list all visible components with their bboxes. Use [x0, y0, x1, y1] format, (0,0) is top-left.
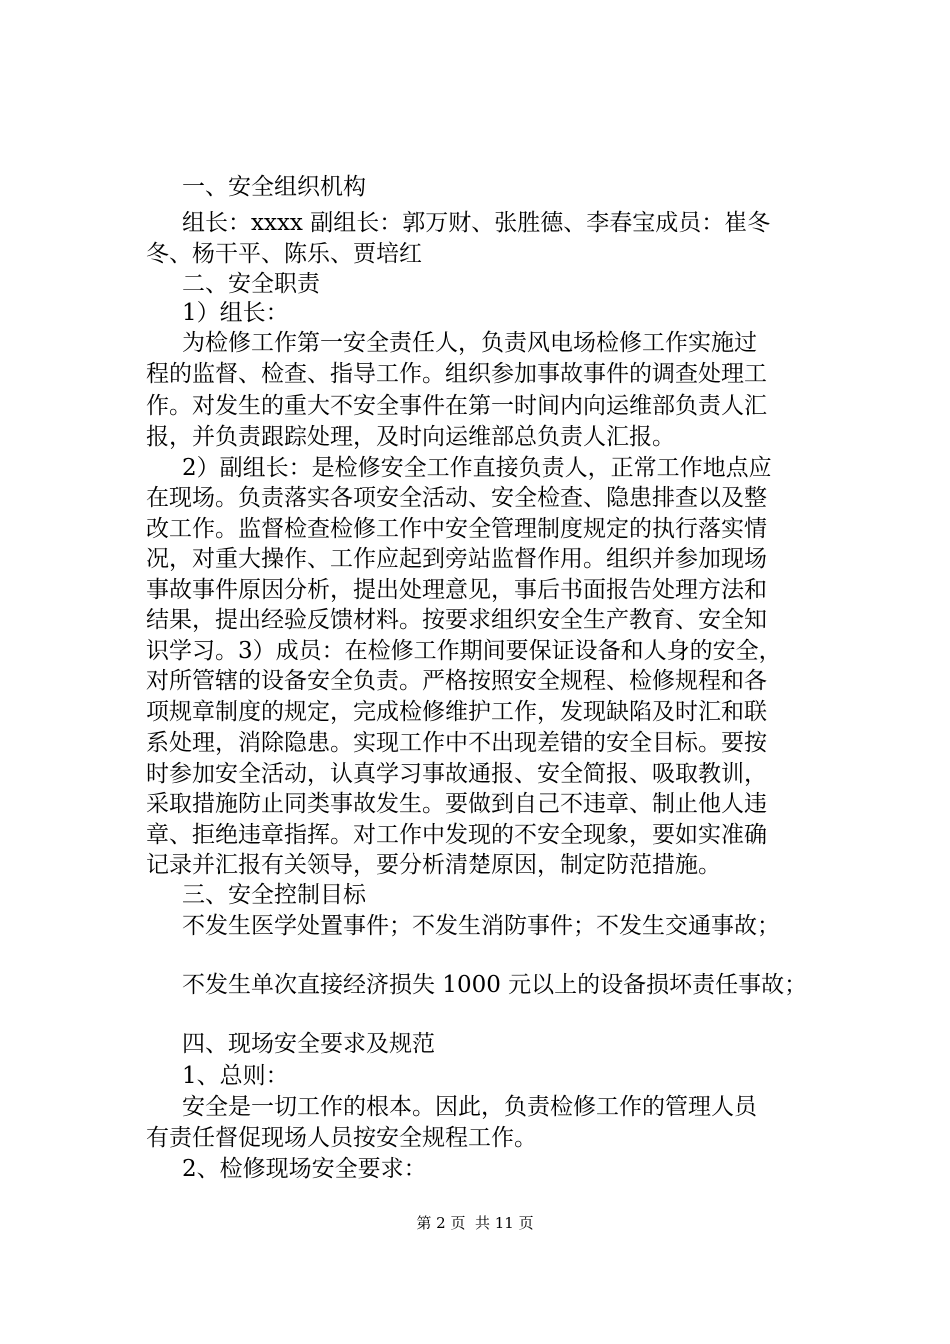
paragraph-line: 时参加安全活动，认真学习事故通报、安全简报、吸取教训，: [146, 761, 767, 787]
paragraph-line: 况，对重大操作、工作应起到旁站监督作用。组织并参加现场: [146, 546, 767, 572]
paragraph-line: 1）组长：: [182, 300, 289, 326]
paragraph-line: 作。对发生的重大不安全事件在第一时间内向运维部负责人汇: [146, 393, 767, 419]
paragraph-line: 冬、杨干平、陈乐、贾培红: [146, 241, 422, 267]
section-heading: 二、安全职责: [182, 271, 320, 297]
section-heading: 三、安全控制目标: [182, 882, 366, 908]
paragraph-line: 系处理，消除隐患。实现工作中不出现差错的安全目标。要按: [146, 730, 767, 756]
paragraph-line: 在现场。负责落实各项安全活动、安全检查、隐患排查以及整: [146, 485, 767, 511]
section-heading: 四、现场安全要求及规范: [182, 1031, 435, 1057]
paragraph-line: 2、检修现场安全要求：: [182, 1156, 427, 1182]
paragraph-line: 2）副组长：是检修安全工作直接负责人，正常工作地点应: [182, 455, 772, 481]
paragraph-line: 结果，提出经验反馈材料。按要求组织安全生产教育、安全知: [146, 607, 767, 633]
paragraph-line: 事故事件原因分析，提出处理意见，事后书面报告处理方法和: [146, 577, 767, 603]
paragraph-line: 项规章制度的规定，完成检修维护工作，发现缺陷及时汇和联: [146, 699, 767, 725]
paragraph-line: 报，并负责跟踪处理，及时向运维部总负责人汇报。: [146, 424, 675, 450]
paragraph-line: 记录并汇报有关领导，要分析清楚原因，制定防范措施。: [146, 852, 721, 878]
paragraph-line: 不发生医学处置事件；不发生消防事件；不发生交通事故；: [182, 913, 780, 939]
paragraph-line: 有责任督促现场人员按安全规程工作。: [146, 1125, 537, 1151]
paragraph-line: 安全是一切工作的根本。因此，负责检修工作的管理人员: [182, 1094, 757, 1120]
paragraph-line: 1、总则：: [182, 1063, 289, 1089]
paragraph-line: 改工作。监督检查检修工作中安全管理制度规定的执行落实情: [146, 516, 767, 542]
paragraph-line: 对所管辖的设备安全负责。严格按照安全规程、检修规程和各: [146, 668, 767, 694]
paragraph-line: 组长：xxxx 副组长：郭万财、张胜德、李春宝成员：崔冬: [182, 210, 771, 236]
paragraph-line: 程的监督、检查、指导工作。组织参加事故事件的调查处理工: [146, 361, 767, 387]
paragraph-line: 采取措施防止同类事故发生。要做到自己不违章、制止他人违: [146, 791, 767, 817]
paragraph-line: 不发生单次直接经济损失 1000 元以上的设备损坏责任事故；: [182, 972, 808, 998]
page-footer: [0, 1213, 950, 1233]
paragraph-line: 为检修工作第一安全责任人，负责风电场检修工作实施过: [182, 330, 757, 356]
paragraph-line: 章、拒绝违章指挥。对工作中发现的不安全现象，要如实准确: [146, 822, 767, 848]
paragraph-line: 识学习。3）成员：在检修工作期间要保证设备和人身的安全，: [146, 638, 782, 664]
page-number: 第 2 页: [416, 1214, 466, 1232]
page-total: 共 11 页: [475, 1214, 534, 1232]
section-heading: 一、安全组织机构: [182, 174, 366, 200]
